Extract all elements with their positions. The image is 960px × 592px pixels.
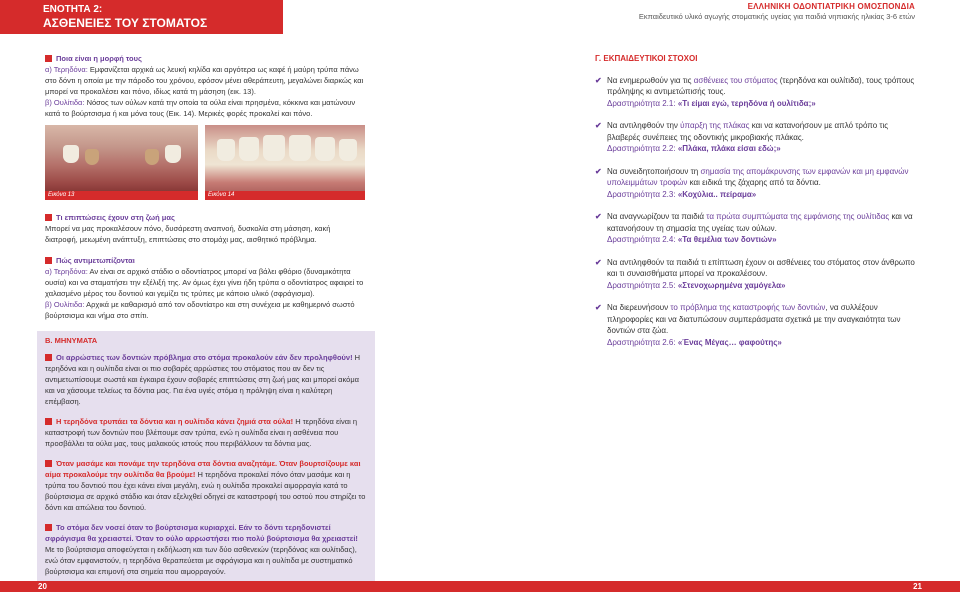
treat-gingivitis-text: Αρχικά με καθαρισμό από τον οδοντίατρο και στη συνέχεια με καθημερινό σωστό βούρτσισμα και νήμα στο σπίτι. (45, 300, 355, 320)
unit-subtitle: ΑΣΘΕΝΕΙΕΣ ΤΟΥ ΣΤΟΜΑΤΟΣ (43, 16, 208, 30)
tooth-shape (239, 137, 259, 161)
activity-title: «Τα θεμέλια των δοντιών» (677, 235, 777, 244)
caries-photo (45, 125, 198, 197)
treat-gingivitis-label: β) Ουλίτιδα: (45, 300, 85, 309)
message-title: Η τερηδόνα τρυπάει τα δόντια και η ουλίτιδα κάνει ζημιά στα ούλα! (56, 417, 294, 426)
checkmark-icon: ✔ (595, 166, 602, 176)
left-column (45, 53, 365, 581)
photo-row (45, 125, 365, 200)
tooth-shape (85, 149, 99, 165)
message-item (45, 352, 367, 407)
goal-item (595, 302, 920, 348)
message-title: Το στόμα δεν νοσεί όταν το βούρτσισμα κυριαρχεί. Εάν το δόντι τερηδονιστεί σφράγισμα θα χρειαστεί. Όταν το ούλο αρρωστήσει πιο πολύ βούρτσισμα θα χρειαστεί! (45, 523, 358, 543)
checkmark-icon: ✔ (595, 257, 602, 267)
goal-text: Να αντιληφθούν την (607, 121, 681, 130)
message-item (45, 416, 367, 449)
gingivitis-photo (205, 125, 365, 197)
goal-text: και να κατανοήσουν τη σημασία της υγείας των ούλων. (607, 212, 913, 233)
message-text: Η τερηδόνα και η ουλίτιδα είναι οι πιο σοβαρές αρρώστιες του στόματος που αν δεν τις αντιμετωπίσουμε σωστά και έγκαιρα έχουν σοβαρές επιπτώσεις στη ζωή μας και μπορεί ακόμα και να χάσουμε τελείως τα δόντια μας. Για ένα υγιές στόμα η πρόληψη είναι η καλύτερη επέμβαση. (45, 353, 361, 406)
activity-label: Δραστηριότητα 2.3: (607, 189, 678, 199)
message-text: Η τερηδόνα προκαλεί πόνο όταν μασάμε και η τρύπα του δοντιού που έχει κάνει είναι μεγάλη, ενώ η ουλίτιδα προκαλεί αιμορραγία κατά το βούρτσισμα σε αρχικό στάδιο και όταν εξελιχθεί οδηγεί σε καταστροφή του οστού που στηρίζει το δόντι και απώλεια του δοντιού. (45, 470, 366, 512)
consequences-title: Τι επιπτώσεις έχουν στη ζωή μας (56, 213, 175, 222)
square-bullet-icon (45, 257, 52, 264)
org-name: ΕΛΛΗΝΙΚΗ ΟΔΟΝΤΙΑΤΡΙΚΗ ΟΜΟΣΠΟΝΔΙΑ (747, 2, 915, 11)
square-bullet-icon (45, 55, 52, 62)
message-title: Οι αρρώστιες των δοντιών πρόβλημα στο στόμα προκαλούν εάν δεν προληφθούν! (56, 353, 353, 362)
message-text: Με το βούρτσισμα αποφεύγεται η εκδήλωση και των δύο ασθενειών (τερηδόνας και ουλίτιδας), ενώ όταν εμφανιστούν, η τερηδόνα θεραπεύεται με σφράγισμα και η ουλίτιδα με συστηματικό βούρτσισμα και επιμονή στα σημεία που αιμορραγούν. (45, 545, 357, 576)
tooth-shape (289, 135, 311, 161)
square-bullet-icon (45, 460, 52, 467)
footer-band (0, 581, 960, 592)
photo-caption: Εικόνα 13 (45, 191, 198, 200)
message-item (45, 522, 367, 577)
activity-label: Δραστηριότητα 2.1: (607, 98, 678, 108)
goal-text: Να ενημερωθούν για τις (607, 75, 694, 85)
messages-box (37, 331, 375, 581)
goal-highlight: το πρόβλημα της καταστροφής των δοντιών (670, 303, 826, 312)
publisher-header (639, 2, 915, 22)
goal-highlight: σημασία της απομάκρυνσης των εμφανών και μη εμφανών υπολειμμάτων τροφών (607, 166, 909, 187)
goals-list (595, 75, 920, 349)
activity-label: Δραστηριότητα 2.2: (607, 144, 678, 153)
photo-caption: Εικόνα 14 (205, 191, 365, 200)
message-title: Όταν μασάμε και πονάμε την τερηδόνα στα δόντια αναζητάμε. Όταν βουρτσίζουμε και αίμα προκαλούμε την ουλίτιδα θα βρούμε! (45, 459, 361, 479)
consequences-text: Μπορεί να μας προκαλέσουν πόνο, δυσάρεστη αναπνοή, δυσκολία στη μάσηση, κακή διατροφή, μειωμένη ανάπτυξη, επιπτώσεις στο στομάχι μας, αισθητικό πρόβλημα. (45, 224, 331, 244)
activity-title: «Στενοχωρημένα χαμόγελα» (677, 280, 786, 290)
square-bullet-icon (45, 524, 52, 531)
what-section (45, 53, 365, 119)
treat-caries-text: Αν είναι σε αρχικό στάδιο ο οδοντίατρος μπορεί να βάλει φθόριο (δυναμικότητα ουσία) και να σταματήσει την εξέλιξή της. Αν όμως έχει γίνει ήδη τρύπα ο οδοντίατρος αφαιρεί το χαλασμένο μέρος του δοντιού και γεμίζει τις τρύπες με κάποιο υλικό (σφράγισμα). (45, 267, 364, 298)
message-item (45, 458, 367, 513)
what-title: Ποια είναι η μορφή τους (56, 54, 142, 63)
square-bullet-icon (45, 418, 52, 425)
goal-highlight: τα πρώτα συμπτώματα της εμφάνισης της ουλίτιδας (706, 212, 890, 221)
goal-item (595, 120, 920, 155)
gingivitis-label: β) Ουλίτιδα: (45, 98, 85, 107)
tooth-shape (263, 135, 285, 161)
activity-label: Δραστηριότητα 2.4: (607, 235, 678, 244)
tooth-shape (145, 149, 159, 165)
activity-label: Δραστηριότητα 2.5: (607, 280, 678, 290)
tooth-shape (339, 139, 357, 161)
goal-text: Να αντιληφθούν τα παιδιά τι επίπτωση έχουν οι ασθένειες του στόματος στον άνθρωπο και τι συναισθήματα μπορεί να προκαλέσουν. (607, 257, 915, 278)
treatment-title: Πώς αντιμετωπίζονται (56, 256, 135, 265)
tooth-shape (165, 145, 181, 163)
org-tagline: Εκπαιδευτικό υλικό αγωγής στοματικής υγείας για παιδιά νηπιακής ηλικίας 3-6 ετών (638, 12, 915, 21)
goal-text: Να συνειδητοποιήσουν τη (607, 166, 701, 176)
tooth-shape (63, 145, 79, 163)
treat-caries-label: α) Τερηδόνα: (45, 267, 88, 276)
activity-title: «Ένας Μέγας… φαφούτης» (677, 337, 782, 347)
tooth-shape (315, 137, 335, 161)
unit-header-band (0, 0, 283, 34)
activity-label: Δραστηριότητα 2.6: (607, 337, 678, 347)
activity-title: «Τι είμαι εγώ, τερηδόνα ή ουλίτιδα;» (677, 98, 816, 108)
page-number-right: 21 (913, 582, 922, 591)
goal-text: Να αναγνωρίζουν τα παιδιά (607, 212, 707, 221)
goal-text: , να συλλέξουν πληροφορίες και να διατυπώσουν συμπεράσματα σχετικά με την αναγκαιότητα των δοντιών στα ζώα. (607, 303, 901, 335)
goal-text: και να κατανοήσουν με απλό τρόπο τις βλαβερές συνέπειες της οδοντικής μικροβιακής πλάκας. (607, 121, 889, 142)
goal-highlight: ασθένειες του στόματος (693, 75, 778, 85)
goals-title: Γ. ΕΚΠΑΙΔΕΥΤΙΚΟΙ ΣΤΟΧΟΙ (595, 54, 698, 63)
consequences-section (45, 212, 365, 245)
caries-text: Εμφανίζεται αρχικά ως λευκή κηλίδα και αργότερα ως καφέ ή μαύρη τρύπα πάνω στο δόντι η οποία με την πάροδο του χρόνου, εφόσον μένει αθεράπευτη, μεγαλώνει διαρκώς και μπορεί να προκαλέσει και πόνο, ιδίως κατά τη μάσηση (εικ. 13). (45, 65, 364, 96)
treatment-section (45, 255, 365, 321)
activity-title: «Πλάκα, πλάκα είσαι εδώ;» (677, 144, 781, 153)
checkmark-icon: ✔ (595, 303, 602, 312)
caries-label: α) Τερηδόνα: (45, 65, 88, 74)
goal-item (595, 166, 920, 201)
checkmark-icon: ✔ (595, 212, 602, 221)
square-bullet-icon (45, 354, 52, 361)
goal-item (595, 75, 920, 110)
checkmark-icon: ✔ (595, 75, 602, 85)
tooth-shape (217, 139, 235, 161)
goal-highlight: ύπαρξη της πλάκας (680, 121, 750, 130)
message-text: Η τερηδόνα είναι η καταστροφή των δοντιών που βλέπουμε σαν τρύπα, ενώ η ουλίτιδα είναι η ασθένεια που προσβάλλει τα ούλα μας, τους μαλακούς ιστούς που περιβάλλουν τα δόντια μας. (45, 417, 357, 448)
right-column (595, 53, 920, 359)
square-bullet-icon (45, 214, 52, 221)
goal-text: και ειδικά της ζάχαρης από τα δόντια. (687, 178, 821, 187)
unit-title: ΕΝΟΤΗΤΑ 2: (43, 4, 103, 15)
messages-title: Β. ΜΗΝΥΜΑΤΑ (45, 336, 98, 345)
goal-item (595, 257, 920, 292)
page-number-left: 20 (38, 582, 47, 591)
activity-title: «Κοχύλια.. πείραμα» (677, 189, 757, 199)
goal-item (595, 211, 920, 246)
gingivitis-text: Νόσος των ούλων κατά την οποία τα ούλα είναι πρησμένα, κόκκινα και ματώνουν κατά το βούρτσισμα ή και μόνα τους (Εικ. 14). Μερικές φορές προκαλεί και πόνο. (45, 98, 356, 118)
checkmark-icon: ✔ (595, 121, 602, 130)
goal-text: (τερηδόνα και ουλίτιδα), τους τρόπους πρόληψης κι αντιμετώπισής τους. (607, 75, 915, 96)
goal-text: Να διερευνήσουν (607, 303, 671, 312)
